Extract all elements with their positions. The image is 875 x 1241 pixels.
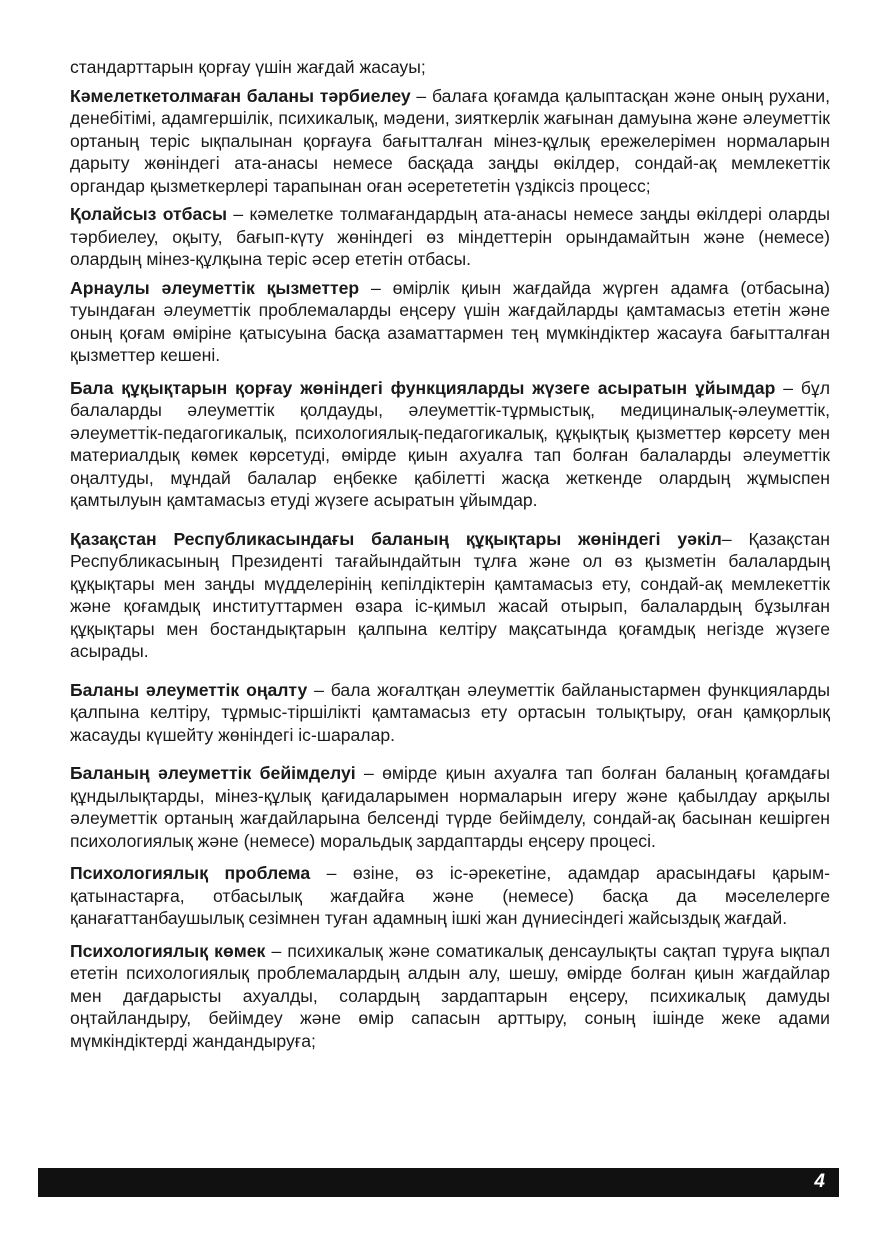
definition-term: Баланың әлеуметтік бейімделуі	[70, 763, 356, 783]
definition-paragraph	[70, 862, 830, 930]
definition-paragraph	[70, 277, 830, 367]
definition-term: Қазақстан Республикасындағы баланың құқықтары жөніндегі уәкіл	[70, 528, 722, 549]
definition-term: Психологиялық проблема	[70, 863, 311, 883]
definition-text: – бала жоғалтқан әлеуметтік байланыстармен функцияларды қалпына келтіру, тұрмыс-тіршілікті қамтамасыз ету ортасын толықтыру, оған қамқорлық жасауды күшейту жөніндегі іс-шаралар.	[70, 679, 830, 745]
definition-term: Арнаулы әлеуметтік қызметтер	[70, 277, 360, 298]
page-footer-bar	[38, 1168, 839, 1197]
definition-paragraph	[70, 679, 830, 747]
definition-paragraph	[70, 85, 830, 198]
definition-text: – өмірде қиын ахуалға тап болған баланың қоғамдағы құндылықтарды, мінез-құлық қағидаларымен нормаларын игеру және қабылдау арқылы әлеуметтік ортаның жағдайларына белсенді түрде бейімделу, сондай-ақ басынан кешірген психологиялық және (немесе) моральдық зардаптарды еңсеру процесі.	[70, 763, 830, 851]
definition-text: – кәмелетке толмағандардың ата-анасы немесе заңды өкілдері оларды тәрбиелеу, оқыту, бағып-күту жөніндегі өз міндеттерін орындамайтын және (немесе) олардың мінез-құлқына теріс әсер ететін отбасы.	[70, 204, 831, 269]
definition-paragraph	[70, 377, 830, 512]
definition-text: – Қазақстан Республикасының Президенті тағайындайтын тұлға және ол өз қызметін балалардың құқықтары мен заңды мүдделерінің кепілдіктерін қамтамасыз ету, сондай-ақ мемлекеттік және қоғамдық институттармен өзара іс-қимыл жасай отырып, балалардың бұзылған құқықтары мен бостандықтарын қалпына келтіру мақсатында қоғамдық негізде жүзеге асырады.	[70, 528, 830, 661]
definition-text: – өмірлік қиын жағдайда жүрген адамға (отбасына) туындаған әлеуметтік проблемаларды еңсеру үшін жағдайларды қамтамасыз ететін және оның қоғам өміріне қатысуына басқа азаматтармен тең мүмкіндіктер жасауға бағытталған қызметтер кешені.	[70, 277, 830, 365]
paragraph-text: стандарттарын қорғау үшін жағдай жасауы;	[70, 57, 426, 77]
definition-text: – психикалық және соматикалық денсаулықты сақтап тұруға ықпал ететін психологиялық проблемалардың алдын алу, шешу, өмірде болған қиын жағдайлар мен дағдарысты ахуалды, солардың зардаптарын еңсеру, психикалық дамуды оңтайландыру, бейімдеу және өмір сапасын арттыру, соның ішінде жеке адами мүмкіндіктерді жандандыруға;	[70, 940, 830, 1051]
definition-term: Психологиялық көмек	[70, 940, 266, 961]
definition-term: Бала құқықтарын қорғау жөніндегі функцияларды жүзеге асыратын ұйымдар	[70, 377, 776, 398]
definition-paragraph	[70, 762, 830, 852]
paragraph-continuation	[70, 56, 830, 79]
page-number: 4	[814, 1171, 825, 1192]
definition-paragraph	[70, 528, 830, 663]
definition-paragraph	[70, 203, 830, 271]
definition-paragraph	[70, 940, 830, 1053]
definition-text: – бұл балаларды әлеуметтік қолдауды, әлеуметтік-тұрмыстық, медициналық-әлеуметтік, әлеуметтік-педагогикалық, психологиялық-педагогикалық, құқықтық қызметтер көрсету мен материалдық көмек көрсетуді, өмірде қиын ахуалға тап болған балаларды әлеуметтік оңалтуды, мұндай балалар еңбекке қабілетті жасқа жеткенде олардың жұмыспен қамтылуын қамтамасыз етуді жүзеге асыратын ұйымдар.	[70, 377, 830, 510]
definition-text: – өзіне, өз іс-әрекетіне, адамдар арасындағы қарым-қатынастарға, отбасылық жағдайға және (немесе) басқа да мәселелерге қанағаттанбаушылық сезімнен туған адамның ішкі жан дүниесіндегі жайсыздық жағдай.	[70, 863, 830, 928]
definition-term: Баланы әлеуметтік оңалту	[70, 679, 308, 700]
definition-term: Қолайсыз отбасы	[70, 204, 228, 224]
definition-term: Кәмелеткетолмаған баланы тәрбиелеу	[70, 85, 411, 106]
document-body	[70, 56, 830, 1052]
definition-text: – балаға қоғамда қалыптасқан және оның рухани, денебітімі, адамгершілік, психикалық, мәдени, зияткерлік жағынан дамуына және әлеуметтік ортаның теріс ықпалынан қорғауға бағытталған мінез-құлық ережелерімен нормаларын дарыту жөніндегі ата-анасы немесе басқада заңды өкілдер, сондай-ақ мемлекеттік органдар қызметкерлері тарапынан оған әсеретететін үздіксіз процесс;	[70, 85, 830, 196]
